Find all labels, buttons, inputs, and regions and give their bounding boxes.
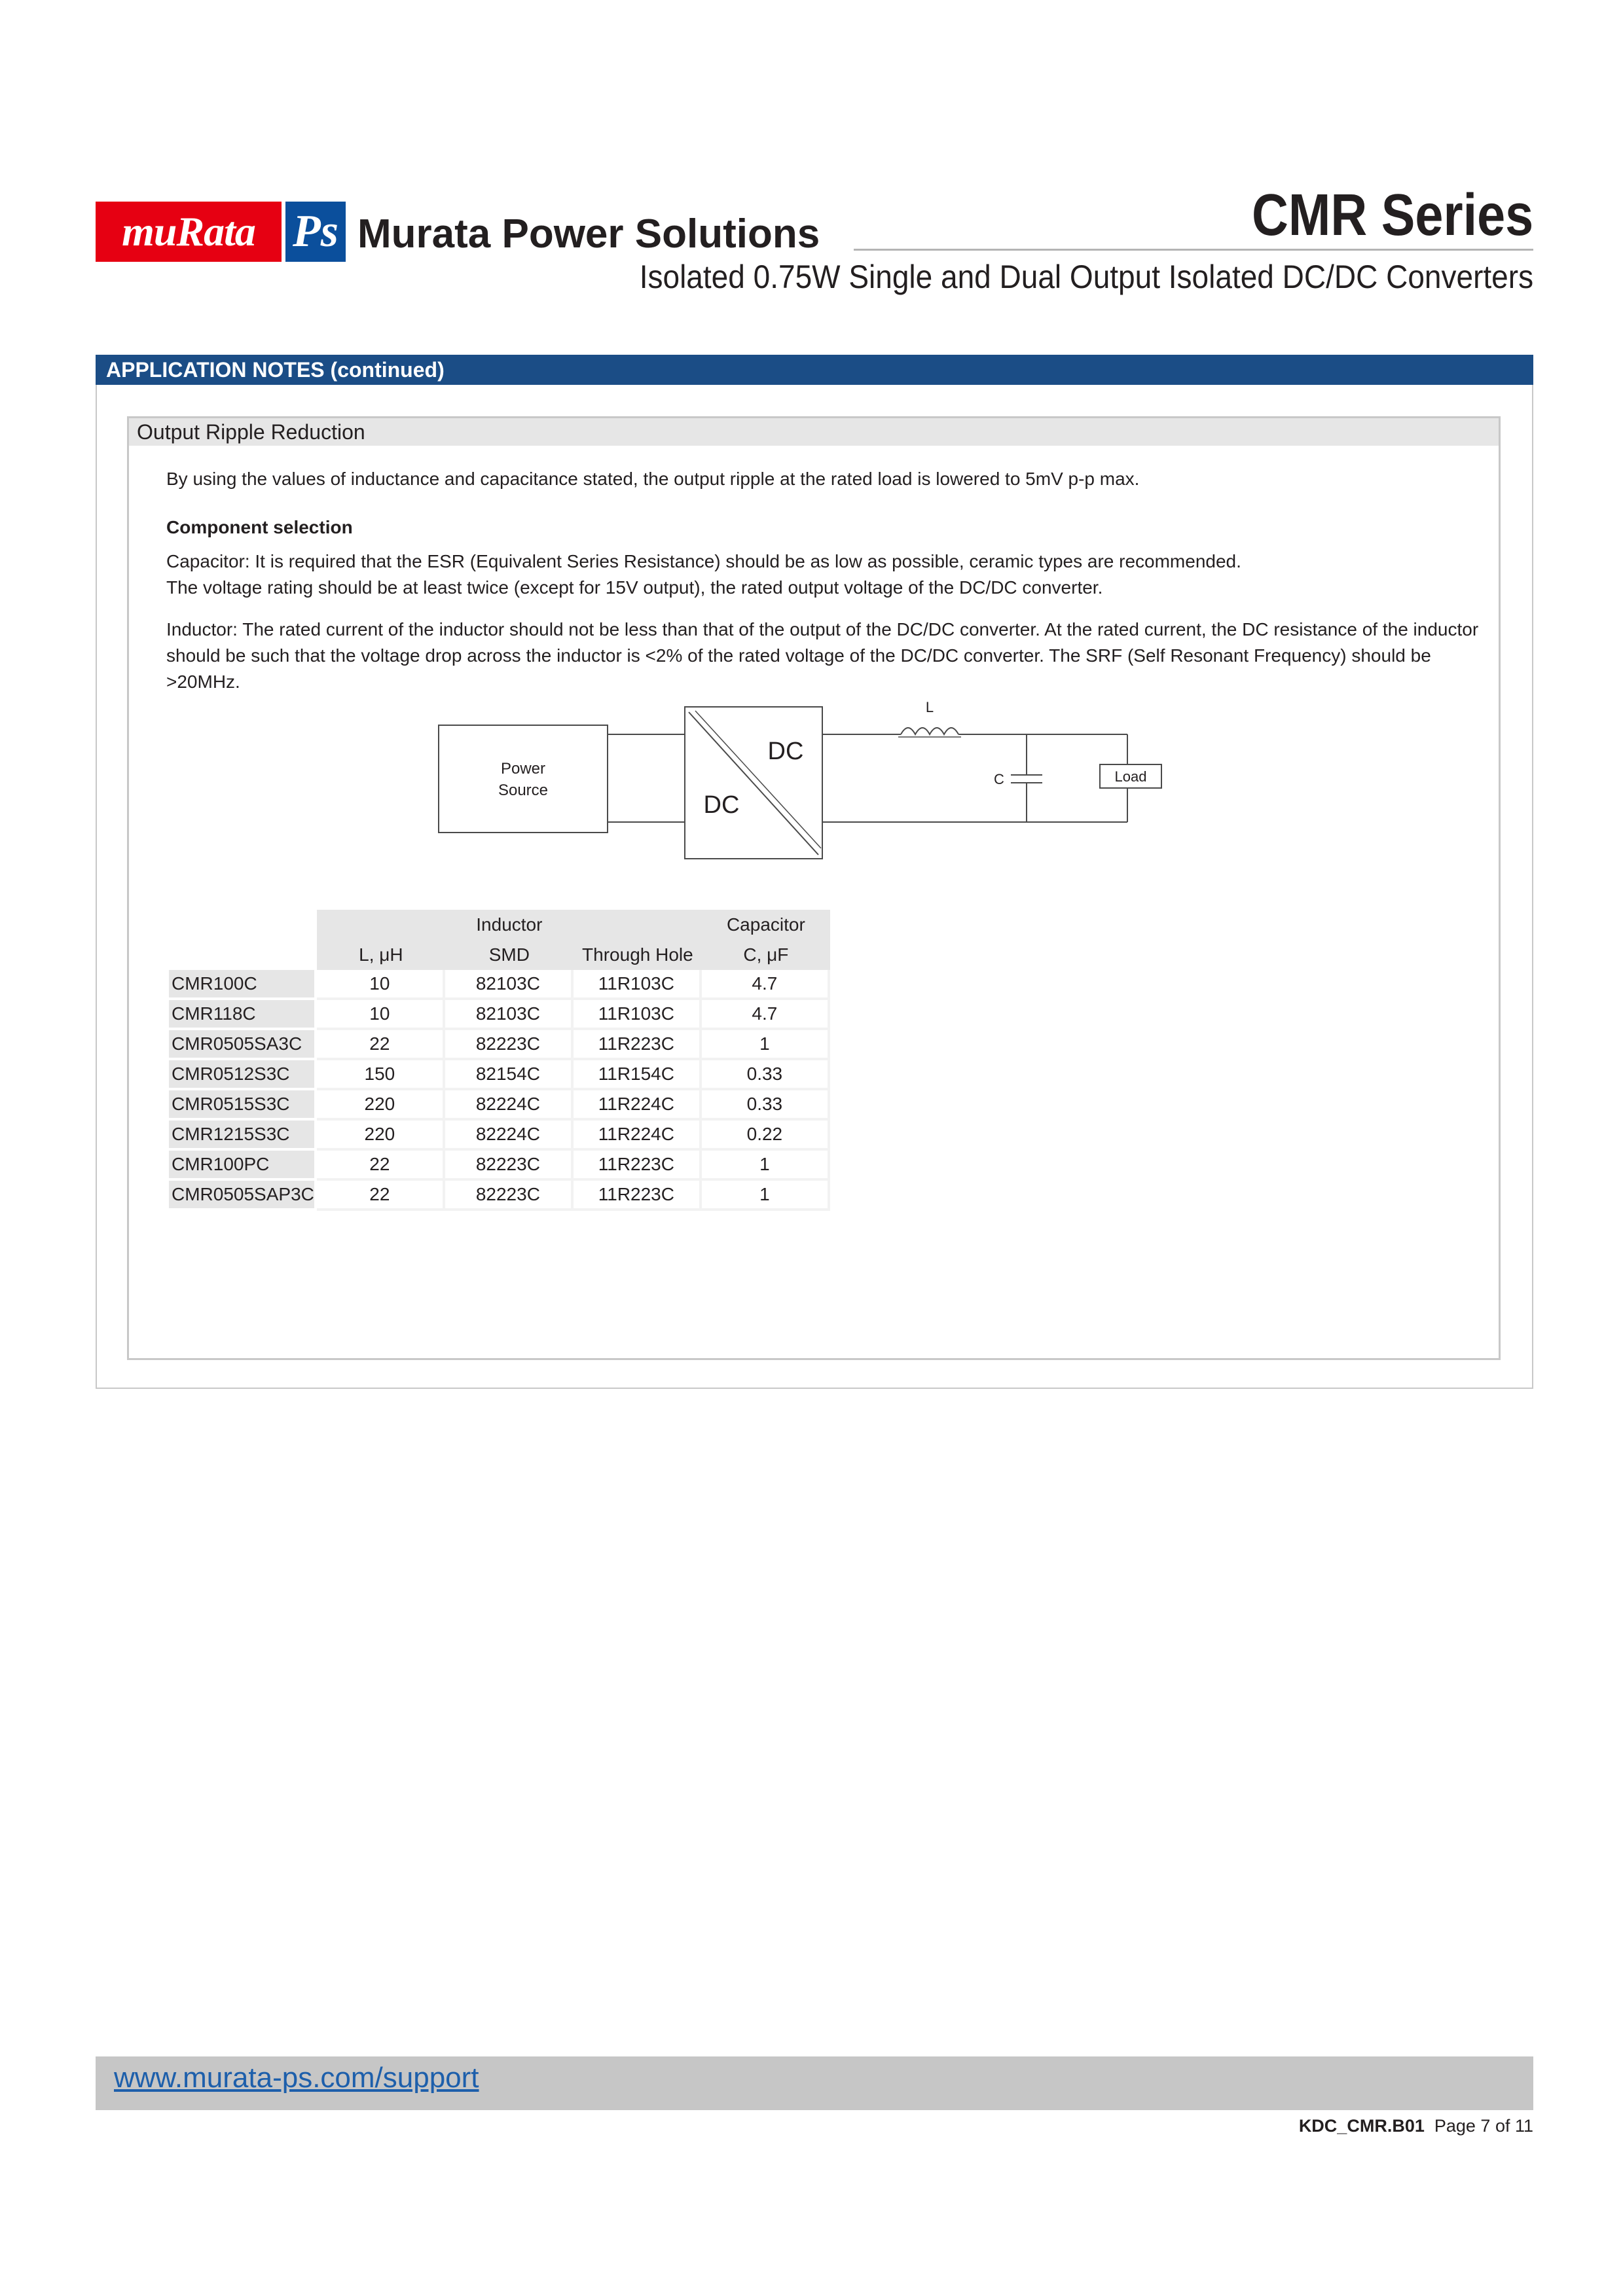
capacitance-cell: 1 (702, 1151, 830, 1181)
through-hole-part-cell: 11R154C (574, 1060, 702, 1090)
ripple-box-title: Output Ripple Reduction (129, 418, 1499, 446)
through-hole-part-cell: 11R223C (574, 1181, 702, 1211)
header-blank (169, 910, 317, 940)
company-name: Murata Power Solutions (357, 211, 820, 257)
smd-part-cell: 82223C (445, 1151, 574, 1181)
inductance-cell: 150 (317, 1060, 445, 1090)
inductance-cell: 22 (317, 1181, 445, 1211)
power-source-label-1: Power (500, 760, 546, 778)
support-link[interactable]: www.murata-ps.com/support (114, 2062, 479, 2094)
capacitor-text-2: The voltage rating should be at least twice (except for 15V output), the rated output voltage of the DC/DC converter. (166, 577, 1103, 598)
smd-part-cell: 82223C (445, 1030, 574, 1060)
model-cell: CMR118C (169, 1000, 317, 1030)
section-header: APPLICATION NOTES (continued) (96, 355, 1533, 385)
col-header-l: L, μH (317, 940, 445, 970)
series-title: CMR Series (1251, 183, 1533, 248)
table-row (169, 1181, 830, 1211)
model-cell: CMR100C (169, 970, 317, 1000)
table-row (169, 970, 830, 1000)
smd-part-cell: 82154C (445, 1060, 574, 1090)
inductance-cell: 220 (317, 1090, 445, 1121)
model-cell: CMR1215S3C (169, 1121, 317, 1151)
table-row (169, 1030, 830, 1060)
model-cell: CMR100PC (169, 1151, 317, 1181)
capacitance-cell: 4.7 (702, 1000, 830, 1030)
through-hole-part-cell: 11R223C (574, 1151, 702, 1181)
model-cell: CMR0515S3C (169, 1090, 317, 1121)
table-column-header (169, 940, 830, 970)
dc-output-label: DC (767, 738, 804, 765)
ripple-filter-diagram (419, 694, 1178, 870)
through-hole-part-cell: 11R224C (574, 1121, 702, 1151)
inductor-coil (901, 728, 958, 734)
capacitance-cell: 0.33 (702, 1090, 830, 1121)
inductor-label: L (925, 699, 934, 715)
power-source-block (439, 725, 608, 833)
inductance-cell: 10 (317, 970, 445, 1000)
through-hole-part-cell: 11R224C (574, 1090, 702, 1121)
smd-part-cell: 82224C (445, 1121, 574, 1151)
table-row (169, 1121, 830, 1151)
document-subtitle: Isolated 0.75W Single and Dual Output Isolated DC/DC Converters (639, 259, 1533, 295)
inductance-cell: 220 (317, 1121, 445, 1151)
inductor-group-header: Inductor (445, 910, 574, 940)
load-label: Load (1114, 768, 1147, 785)
table-row (169, 1060, 830, 1090)
intro-text: By using the values of inductance and capacitance stated, the output ripple at the rated load is lowered to 5mV p-p max. (166, 469, 1140, 489)
col-header-c: C, μF (702, 940, 830, 970)
inductor-text-2: should be such that the voltage drop across the inductor is <2% of the rated voltage of the DC/DC converter. The SRF (Self Resonant Frequency) should be (166, 645, 1431, 666)
murata-logo: muRata (96, 202, 282, 262)
power-source-label-2: Source (498, 781, 549, 799)
smd-part-cell: 82103C (445, 970, 574, 1000)
inductor-text-1: Inductor: The rated current of the inductor should not be less than that of the output of the DC/DC converter. At the rated current, the DC resistance of the inductor (166, 619, 1479, 639)
inductance-cell: 22 (317, 1151, 445, 1181)
through-hole-part-cell: 11R223C (574, 1030, 702, 1060)
capacitor-group-header: Capacitor (702, 910, 830, 940)
component-heading (166, 514, 353, 541)
inductance-cell: 22 (317, 1030, 445, 1060)
inductor-text-3: >20MHz. (166, 672, 240, 692)
header-blank-2 (169, 940, 317, 970)
model-cell: CMR0505SA3C (169, 1030, 317, 1060)
capacitance-cell: 4.7 (702, 970, 830, 1000)
smd-part-cell: 82103C (445, 1000, 574, 1030)
table-group-header (169, 910, 830, 940)
smd-part-cell: 82224C (445, 1090, 574, 1121)
capacitance-cell: 1 (702, 1030, 830, 1060)
dc-input-label: DC (703, 791, 740, 819)
col-header-through-hole: Through Hole (574, 940, 702, 970)
component-table (169, 910, 830, 1211)
header-spacer-2 (574, 910, 702, 940)
component-heading-text: Component selection (166, 517, 353, 537)
table-row (169, 1090, 830, 1121)
capacitor-label: C (994, 771, 1004, 787)
inductance-cell: 10 (317, 1000, 445, 1030)
through-hole-part-cell: 11R103C (574, 970, 702, 1000)
model-cell: CMR0505SAP3C (169, 1181, 317, 1211)
table-row (169, 1151, 830, 1181)
capacitance-cell: 0.22 (702, 1121, 830, 1151)
model-cell: CMR0512S3C (169, 1060, 317, 1090)
through-hole-part-cell: 11R103C (574, 1000, 702, 1030)
ps-logo: Ps (285, 202, 346, 262)
col-header-smd: SMD (445, 940, 574, 970)
footer-doc-info (1299, 2116, 1533, 2136)
capacitance-cell: 0.33 (702, 1060, 830, 1090)
doc-code: KDC_CMR.B01 (1298, 2116, 1425, 2136)
table-row (169, 1000, 830, 1030)
capacitor-text-1: Capacitor: It is required that the ESR (Equivalent Series Resistance) should be as low as possible, ceramic types are recommended. (166, 551, 1241, 571)
smd-part-cell: 82223C (445, 1181, 574, 1211)
header-spacer (317, 910, 445, 940)
capacitance-cell: 1 (702, 1181, 830, 1211)
page-number: Page 7 of 11 (1434, 2116, 1533, 2136)
